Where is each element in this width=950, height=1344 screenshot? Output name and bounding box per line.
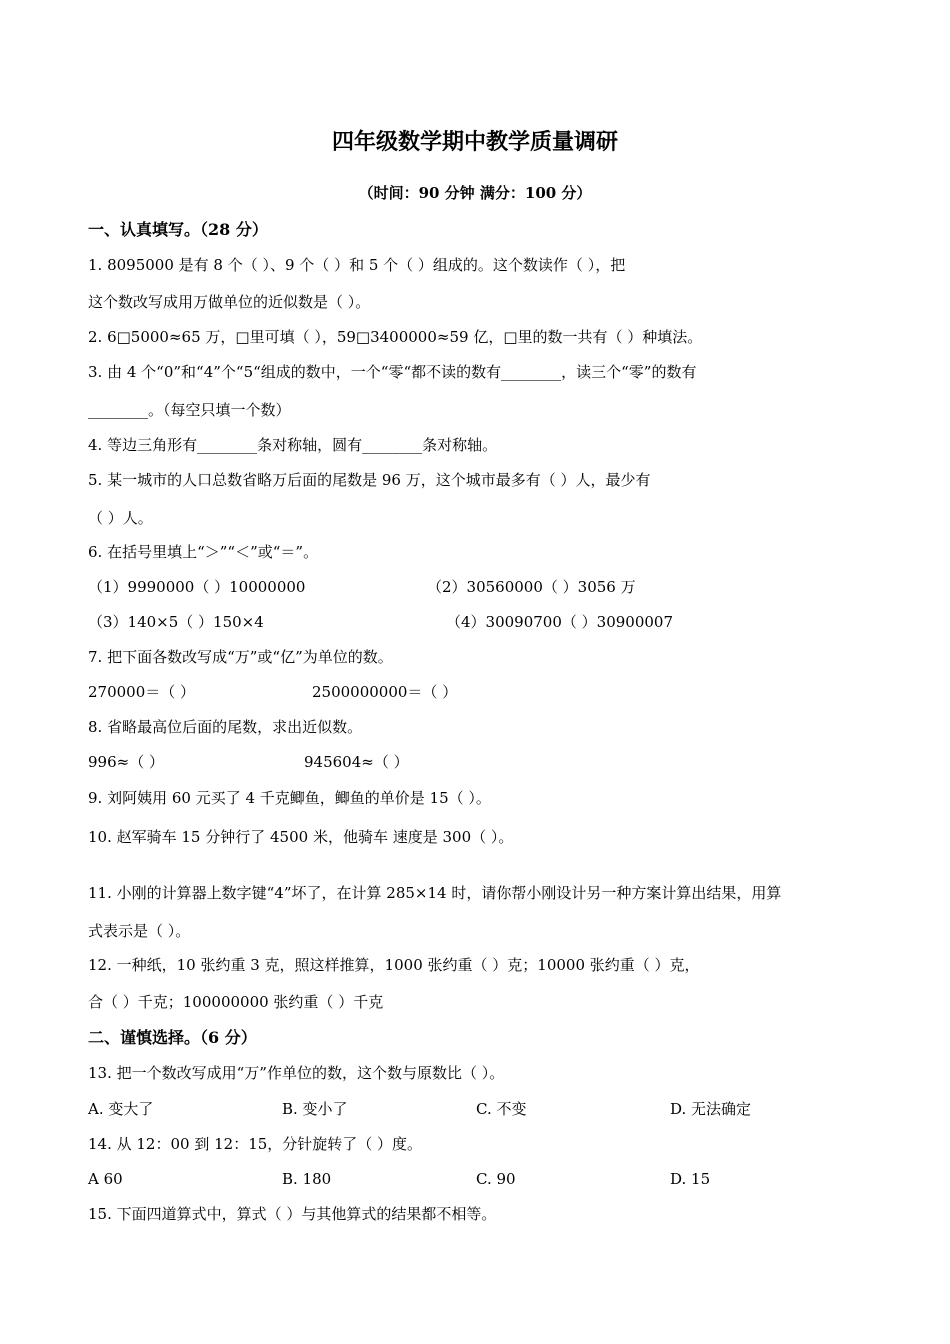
question-4: 4. 等边三角形有________条对称轴，圆有________条对称轴。 — [88, 436, 498, 454]
question-9: 9. 刘阿姨用 60 元买了 4 千克鲫鱼，鲫鱼的单价是 15（ ）。 — [88, 789, 491, 807]
question-13: 13. 把一个数改写成用“万”作单位的数，这个数与原数比（ ）。 — [88, 1064, 505, 1082]
question-5-line-1: 5. 某一城市的人口总数省略万后面的尾数是 96 万，这个城市最多有（ ）人，最少有 — [88, 471, 651, 489]
question-13-option-b: B. 变小了 — [282, 1100, 348, 1118]
question-12-line-1: 12. 一种纸，10 张约重 3 克，照这样推算，1000 张约重（ ）克；10000 张约重（ ）克， — [88, 956, 700, 974]
question-13-option-c: C. 不变 — [476, 1100, 527, 1118]
question-8: 8. 省略最高位后面的尾数，求出近似数。 — [88, 718, 363, 736]
question-12-line-2: 合（ ）千克；100000000 张约重（ ）千克 — [88, 993, 384, 1011]
question-13-option-a: A. 变大了 — [88, 1100, 154, 1118]
question-6-part-1: （1）9990000（ ）10000000 — [88, 578, 306, 596]
question-6-part-4: （4）30090700（ ）30900007 — [446, 613, 674, 631]
section-heading-fill: 一、认真填写。（28 分） — [88, 220, 268, 239]
question-6: 6. 在括号里填上“＞”“＜”或“＝”。 — [88, 543, 319, 561]
page-title: 四年级数学期中教学质量调研 — [331, 129, 618, 155]
question-11-line-1: 11. 小刚的计算器上数字键“4”坏了，在计算 285×14 时，请你帮小刚设计另一种方案计算出结果，用算 — [88, 884, 782, 902]
question-14-option-d: D. 15 — [670, 1170, 711, 1188]
question-2: 2. 6□5000≈65 万，□里可填（ ），59□3400000≈59 亿，□里的数一共有（ ）种填法。 — [88, 328, 703, 346]
exam-subtitle: （时间：90 分钟 满分：100 分） — [358, 184, 592, 202]
question-6-part-3: （3）140×5（ ）150×4 — [88, 613, 264, 631]
question-6-part-2: （2）30560000（ ）3056 万 — [427, 578, 636, 596]
question-3-line-1: 3. 由 4 个“0”和“4”个“5“组成的数中，一个“零“都不读的数有________，读三个“零”的数有 — [88, 363, 697, 381]
question-8-part-a: 996≈（ ） — [88, 753, 164, 771]
question-7: 7. 把下面各数改写成“万”或“亿”为单位的数。 — [88, 648, 393, 666]
question-1-line-1: 1. 8095000 是有 8 个（ ）、9 个（ ）和 5 个（ ）组成的。这个数读作（ ），把 — [88, 256, 626, 274]
question-7-part-b: 2500000000＝（ ） — [312, 683, 458, 701]
question-14: 14. 从 12：00 到 12：15，分针旋转了（ ）度。 — [88, 1135, 423, 1153]
question-14-option-c: C. 90 — [476, 1170, 516, 1188]
question-14-option-a: A 60 — [88, 1170, 123, 1188]
question-5-line-2: （ ）人。 — [88, 509, 153, 527]
question-13-option-d: D. 无法确定 — [670, 1100, 752, 1118]
question-15: 15. 下面四道算式中，算式（ ）与其他算式的结果都不相等。 — [88, 1205, 497, 1223]
question-8-part-b: 945604≈（ ） — [304, 753, 409, 771]
question-10: 10. 赵军骑车 15 分钟行了 4500 米，他骑车 速度是 300（ ）。 — [88, 828, 514, 846]
question-1-line-2: 这个数改写成用万做单位的近似数是（ ）。 — [88, 293, 371, 311]
question-3-line-2: ________。（每空只填一个数） — [88, 401, 291, 419]
section-heading-choice: 二、谨慎选择。（6 分） — [88, 1028, 257, 1047]
question-7-part-a: 270000＝（ ） — [88, 683, 196, 701]
question-11-line-2: 式表示是（ ）。 — [88, 922, 191, 940]
question-14-option-b: B. 180 — [282, 1170, 332, 1188]
